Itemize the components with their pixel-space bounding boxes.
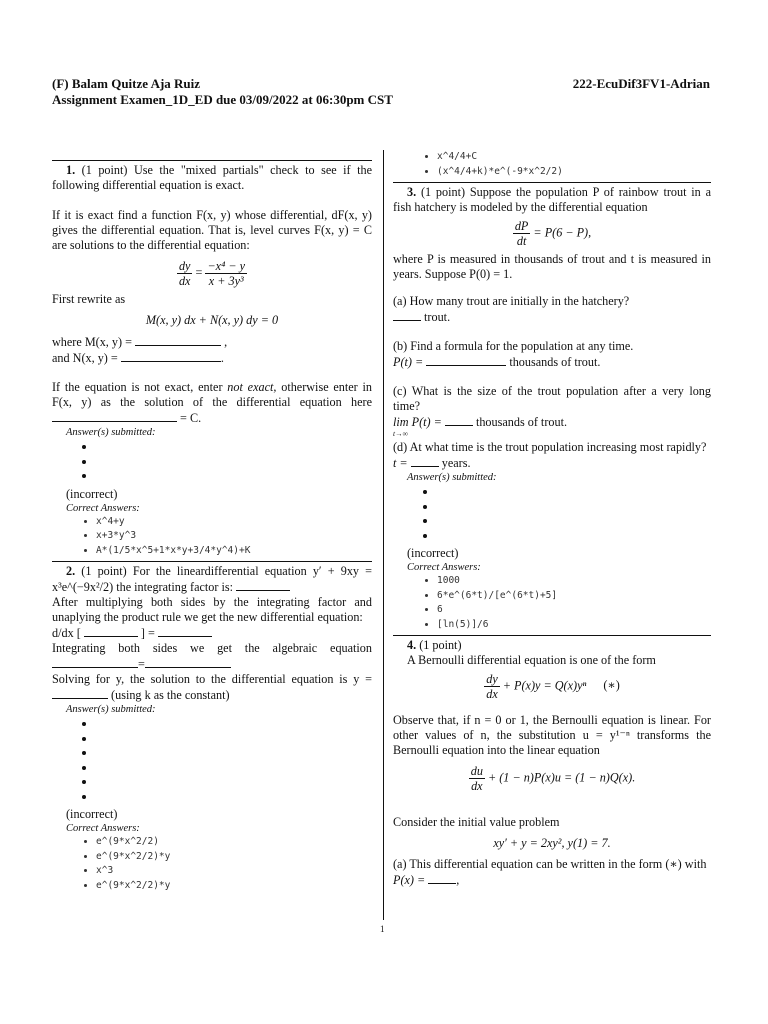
list-item [437,528,711,543]
q1-not-exact-1: If the equation is not exact, enter [52,380,223,394]
q2-text-5: (using k as the constant) [111,688,230,702]
q3-equation [393,219,711,248]
list-item: • x+3*y^3 [96,529,372,544]
q4-text-2: Observe that, if n = 0 or 1, the Bernoulli equation is linear. For other values of n, the substitution u = y¹⁻ⁿ transforms the Bernoulli equation into the linear equation [393,713,711,757]
q2-ddx: d/dx [ [52,626,81,640]
q2-rhs-input[interactable] [158,625,212,637]
q1-m-input[interactable] [135,334,221,346]
q1-n-input[interactable] [121,350,221,362]
q4-points: (1 point) [419,638,462,652]
q1-number: 1. [66,163,76,177]
q1-f-input[interactable] [52,410,177,422]
list-item: • [ln(5)]/6 [437,618,711,633]
q3-submitted-label: Answer(s) submitted: [407,472,497,483]
q3-text-1-body: Suppose the population P of rainbow trout in a fish hatchery is modeled by the differential equation [393,185,711,214]
list-item: • e^(9*x^2/2)*y [96,850,372,865]
list-item [437,513,711,528]
q2-ddx-line: d/dx [ ] = [52,625,372,641]
q4-text-4: (a) This differential equation can be written in the form (∗) with [393,857,707,871]
q3-d-lhs: t = [393,456,408,470]
list-item [437,499,711,514]
q1-equation: $\frac{dy}{dx}$ = $\frac{\text{−x⁴ − y}}{\text{x + 3y³}}$ [178,259,246,288]
q4-px-input[interactable] [428,872,456,884]
q3-c-input[interactable] [445,414,473,426]
q1-exact-text: If it is exact find a function F(x, y) whose differential, dF(x, y) gives the differential equation. That is, level curves F(x, y) = C are solutions to the differential equation: [52,208,372,252]
q2-text-1 [52,564,372,595]
q3-b-question: (b) Find a formula for the population at any time. [393,339,634,353]
q1-points: (1 point) [81,163,128,177]
q1-m-line: where M(x, y) = , [52,335,228,349]
q1-n-line: and N(x, y) = . [52,351,224,365]
q4-text-1: A Bernoulli differential equation is one of the form [407,653,656,667]
q3-points: (1 point) [420,185,466,199]
q3-rule [393,182,711,183]
list-item [96,716,372,731]
list-item: • (x^4/4+k)*e^(-9*x^2/2) [437,165,711,180]
q1-status: (incorrect) [66,486,118,501]
list-item: • A*(1/5*x^5+1*x*y+3/4*y^4)+K [96,544,372,559]
q2-text-4-body: Solving for y, the solution to the differential equation is y = [52,672,372,686]
q2-number: 2. [66,564,76,578]
q2-status: (incorrect) [66,807,118,821]
q3-d-unit: years. [441,456,471,470]
list-item [96,468,372,483]
q2-y-input[interactable] [52,687,108,699]
q1-rule [52,160,372,161]
list-item: • 6 [437,603,711,618]
list-item [96,731,372,746]
q2-submitted-list [66,716,372,803]
q3-submitted-list [407,484,711,542]
q1-rewrite-eq: M(x, y) dx + N(x, y) dy = 0 [145,313,279,327]
q1-not-exact-2: otherwise enter in F(x, y) as the solution of the differential equation here [52,380,373,409]
list-item: • e^(9*x^2/2) [96,835,372,850]
q4-rule [393,635,711,636]
q2-alg-lhs-input[interactable] [52,656,138,668]
q2-if-input[interactable] [236,579,290,591]
q1-correct-list [66,515,372,559]
q3-b-line [393,354,711,370]
q1-eq-lhs-num: dy [178,259,191,273]
list-item [96,454,372,469]
q3-number: 3. [407,185,417,199]
q2-text-4 [52,672,372,703]
q1-and-n: and N(x, y) = [52,351,118,365]
q1-submitted-label: Answer(s) submitted: [66,427,156,438]
q1-where-m: where M(x, y) = [52,335,132,349]
q3-text-1 [393,185,711,215]
q2-correct-list-cont [407,150,711,179]
q3-eq-rhs: = P(6 − P), [533,225,592,240]
q2-points: (1 point) [81,564,127,578]
list-item: • x^4+y [96,515,372,530]
q3-correct-label: Correct Answers: [407,562,481,573]
q1-eq-c: = C. [180,411,202,425]
q2-submitted-label: Answer(s) submitted: [66,704,156,715]
q1-intro-text: Use the "mixed partials" check to see if the following differential equation is exact. [52,163,372,192]
q3-c-lhs: lim P(t) = [393,415,442,429]
q3-a-input[interactable] [393,309,421,321]
assignment-title: Assignment Examen_1D_ED due 03/09/2022 at 06:30pm CST [52,92,393,107]
list-item [96,439,372,454]
course-code: 222-EcuDif3FV1-Adrian [572,76,710,91]
q2-text-3: Integrating both sides we get the algebraic equation = [52,641,372,671]
list-item: • x^4/4+C [437,150,711,165]
q1-eq-rhs-num: −x⁴ − y [207,259,246,273]
q2-text-3-body: Integrating both sides we get the algebraic equation [52,641,372,655]
q3-b-lhs: P(t) = [393,355,424,369]
q4-eq-1: $\frac{dy}{dx}$ + P(x)y = Q(x)yⁿ (∗) [486,672,620,701]
list-item [437,484,711,499]
q2-ddx-input[interactable] [84,625,138,637]
list-item [96,760,372,775]
q4-eq-1-tag: (∗) [603,678,620,693]
list-item [96,789,372,804]
q4-px-lhs: P(x) = [393,873,426,887]
q1-rewrite: First rewrite as [52,292,126,306]
q3-text-2: where P is measured in thousands of trout and t is measured in years. Suppose P(0) = 1. [393,252,711,281]
list-item: • 1000 [437,574,711,589]
page-number: 1 [380,924,385,934]
q3-d-line [393,455,711,471]
q4-ivp: xy′ + y = 2xy², y(1) = 7. [493,836,611,850]
q4-eq-2-body: + (1 − n)P(x)u = (1 − n)Q(x). [487,770,636,785]
q1-eq-lhs-den: dx [178,274,191,288]
q4-heading [393,638,711,653]
column-divider [383,150,384,920]
q3-d-question: (d) At what time is the trout population increasing most rapidly? [393,440,707,454]
q2-text-2: After multiplying both sides by the integrating factor and unaplying the product rule we get the new differential equation: [52,595,372,624]
q3-d-input[interactable] [411,455,439,467]
q3-b-unit: thousands of trout. [509,355,601,369]
q3-status: (incorrect) [407,546,459,560]
q1-not-exact [52,380,372,426]
q1-intro [52,163,372,193]
q2-correct-list [66,835,372,893]
q4-number: 4. [407,638,417,652]
q3-c-question: (c) What is the size of the trout population after a very long time? [393,384,711,413]
q2-alg-rhs-input[interactable] [145,656,231,668]
student-name: (F) Balam Quitze Aja Ruiz [52,76,201,91]
list-item: • x^3 [96,864,372,879]
q2-rule [52,561,372,562]
left-column [52,160,372,893]
q3-correct-list [407,574,711,632]
q3-b-input[interactable] [426,354,506,366]
list-item: • e^(9*x^2/2)*y [96,879,372,894]
q4-px-line: P(x) = , [393,873,460,887]
q3-a-line [393,309,711,325]
q3-eq-den: dt [516,234,527,248]
q3-eq-num: dP [514,219,529,233]
list-item [96,774,372,789]
q4-text-3: Consider the initial value problem [393,815,560,829]
q3-c-line [393,414,711,438]
q3-c-unit: thousands of trout. [475,415,567,429]
q3-a-question: (a) How many trout are initially in the hatchery? [393,294,630,308]
q4-eq-1-body: + P(x)y = Q(x)yⁿ [502,678,587,693]
list-item [96,745,372,760]
q1-not-exact-em: not exact, [227,380,277,394]
q2-text-1-body: For the lineardifferential equation y′ + 9xy = x³e^(−9x²/2) the integrating factor is: [52,564,373,594]
q1-correct-label: Correct Answers: [66,502,140,514]
q1-submitted-list [66,439,372,483]
q3-c-lim: t→∞ [393,429,408,438]
q1-eq-rhs-den: x + 3y³ [208,274,244,288]
list-item: • 6*e^(6*t)/[e^(6*t)+5] [437,589,711,604]
q4-eq-2: $\frac{du}{dx}$ + (1 − n)P(x)u = (1 − n)Q(x). [470,764,636,793]
right-column [393,150,711,888]
q3-a-unit: trout. [424,310,451,324]
q2-correct-label: Correct Answers: [66,823,140,834]
